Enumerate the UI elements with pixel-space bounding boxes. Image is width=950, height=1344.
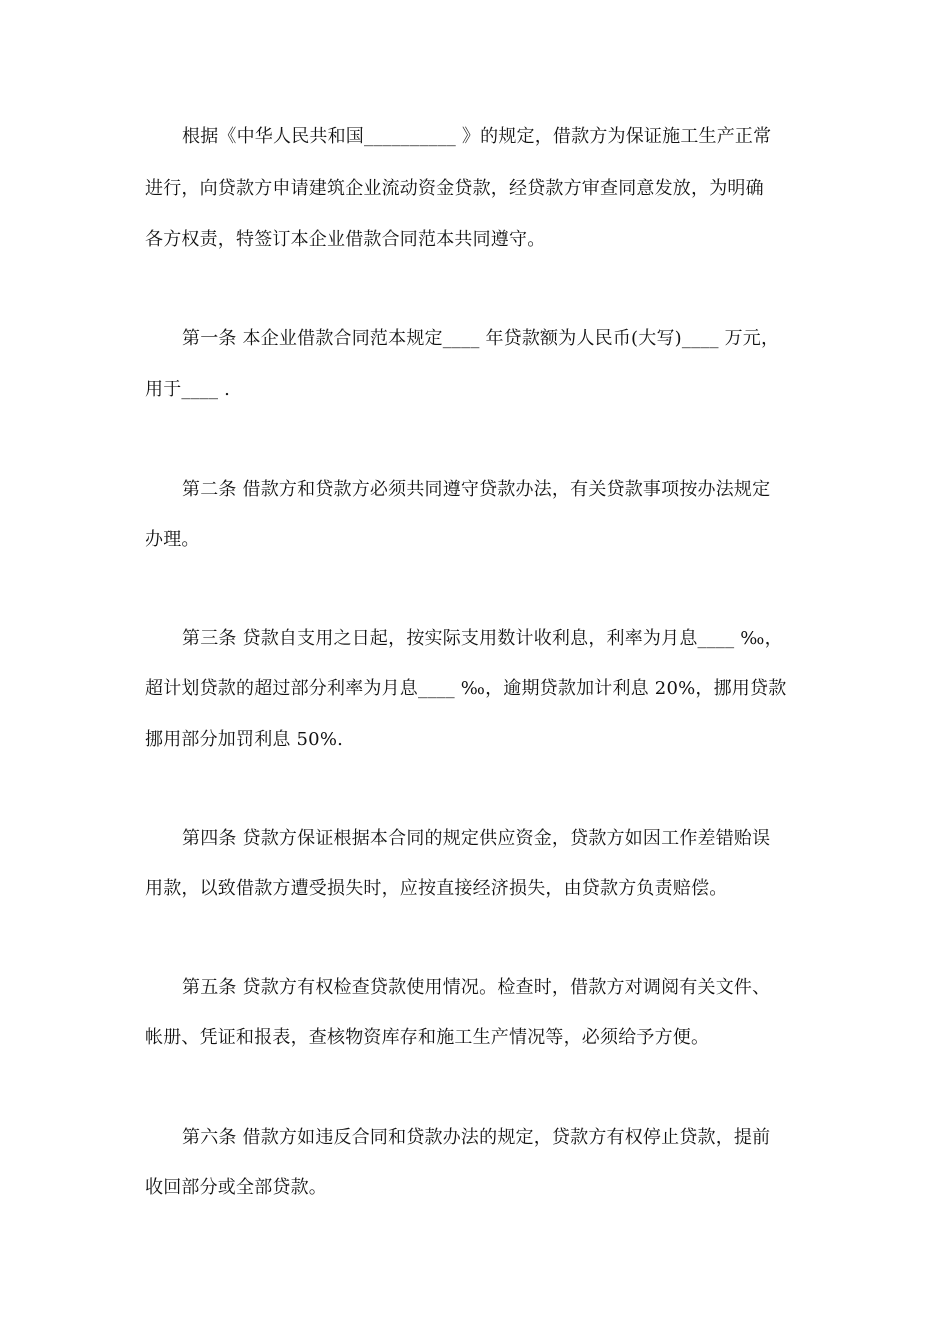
article-2-line-1: 第二条 借款方和贷款方必须共同遵守贷款办法，有关贷款事项按办法规定: [182, 479, 771, 500]
intro-paragraph-line-3: 各方权责，特签订本企业借款合同范本共同遵守。: [145, 229, 546, 250]
article-5-line-2: 帐册、凭证和报表，查核物资库存和施工生产情况等，必须给予方便。: [145, 1027, 710, 1048]
article-1-line-2: 用于____ .: [145, 379, 231, 400]
article-3-line-2: 超计划贷款的超过部分利率为月息____ ‰，逾期贷款加计利息 20%，挪用贷款: [145, 678, 787, 699]
article-6-line-1: 第六条 借款方如违反合同和贷款办法的规定，贷款方有权停止贷款，提前: [182, 1127, 771, 1148]
article-2-line-2: 办理。: [145, 529, 200, 550]
intro-paragraph-line-1: 根据《中华人民共和国__________ 》的规定，借款方为保证施工生产正常: [182, 126, 772, 147]
article-5-line-1: 第五条 贷款方有权检查贷款使用情况。检查时，借款方对调阅有关文件、: [182, 977, 771, 998]
article-1-line-1: 第一条 本企业借款合同范本规定____ 年贷款额为人民币(大写)____ 万元，: [182, 328, 780, 349]
article-4-line-2: 用款，以致借款方遭受损失时，应按直接经济损失，由贷款方负责赔偿。: [145, 878, 728, 899]
article-3-line-1: 第三条 贷款自支用之日起，按实际支用数计收利息，利率为月息____ ‰，: [182, 628, 783, 649]
article-4-line-1: 第四条 贷款方保证根据本合同的规定供应资金，贷款方如因工作差错贻误: [182, 828, 771, 849]
article-6-line-2: 收回部分或全部贷款。: [145, 1177, 327, 1198]
article-3-line-3: 挪用部分加罚利息 50%.: [145, 729, 344, 750]
intro-paragraph-line-2: 进行，向贷款方申请建筑企业流动资金贷款，经贷款方审查同意发放，为明确: [145, 178, 764, 199]
